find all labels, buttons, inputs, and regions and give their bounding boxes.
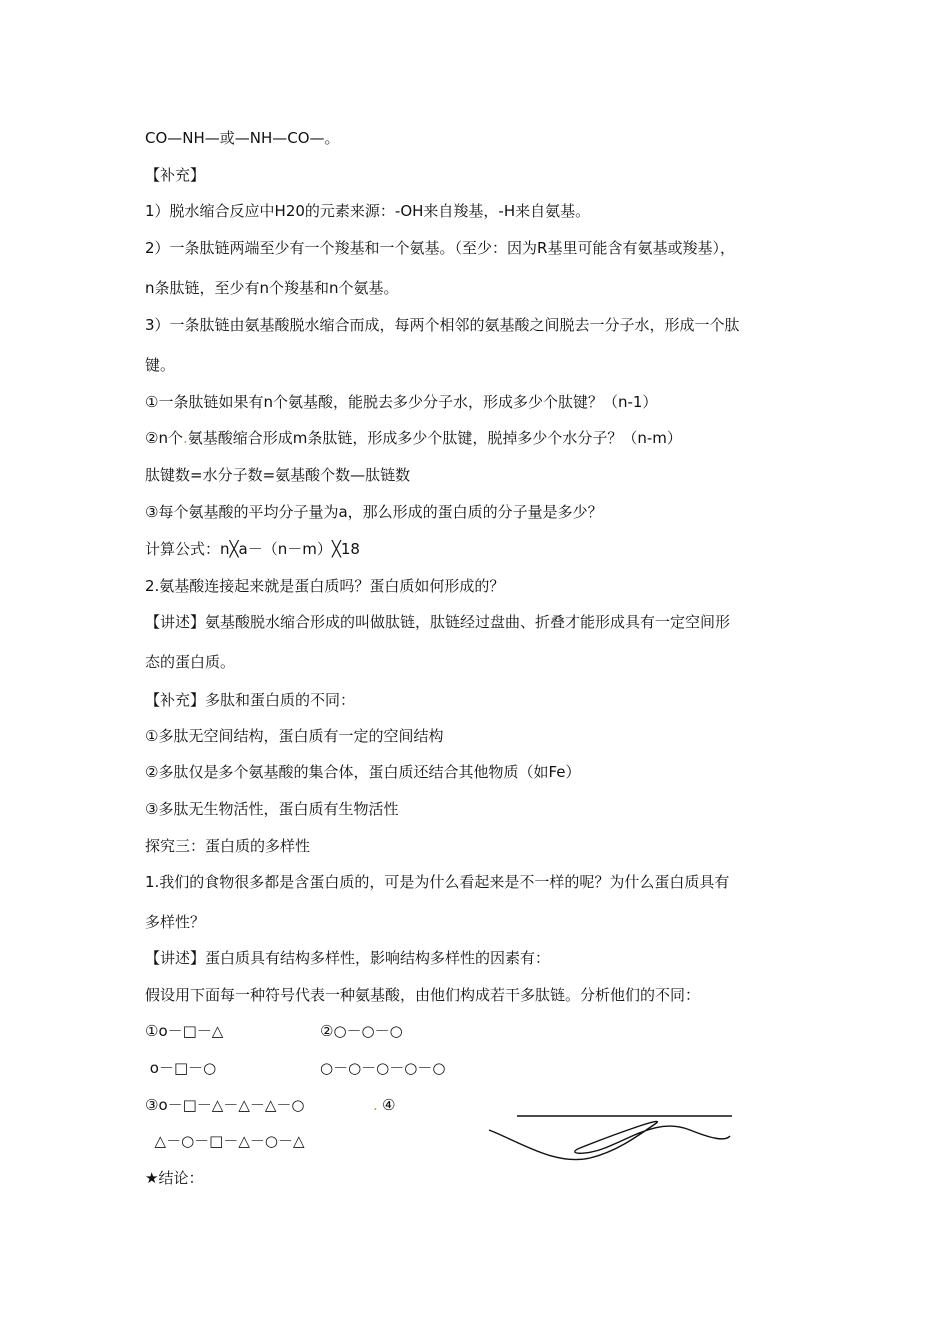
- text-line: ①一条肽链如果有n个氨基酸，能脱去多少分子水，形成多少个肽键？（n-1）: [145, 393, 658, 411]
- edit-mark: .: [182, 429, 188, 447]
- text-line: CO—NH—或—NH—CO—。: [145, 129, 340, 147]
- section-heading: 【补充】多肽和蛋白质的不同：: [145, 691, 356, 709]
- chain-example: ①o－□－△: [145, 1022, 224, 1040]
- text-line: ③每个氨基酸的平均分子量为a，那么形成的蛋白质的分子量是多少？: [145, 503, 603, 521]
- peptide-folding-figure: [485, 1108, 745, 1178]
- text-line: ③多肽无生物活性，蛋白质有生物活性: [145, 800, 399, 818]
- text-line: ①多肽无空间结构，蛋白质有一定的空间结构: [145, 727, 444, 745]
- section-heading: 探究三：蛋白质的多样性: [145, 837, 311, 855]
- section-heading: 【补充】: [145, 166, 206, 184]
- text-line: 2）一条肽链两端至少有一个羧基和一个氨基。（至少：因为R基里可能含有氨基或羧基），: [145, 239, 735, 257]
- text-line: 1）脱水缩合反应中H20的元素来源：-OH来自羧基，-H来自氨基。: [145, 202, 591, 220]
- chain-example: ④: [382, 1096, 396, 1114]
- text-line: [145, 428, 682, 448]
- text-fragment: 氨基酸缩合形成m条肽链，形成多少个肽键，脱掉多少个水分子？（n-m）: [187, 429, 682, 447]
- text-line: 3）一条肽链由氨基酸脱水缩合而成，每两个相邻的氨基酸之间脱去一分子水，形成一个肽: [145, 316, 740, 334]
- text-line: 【讲述】氨基酸脱水缩合形成的叫做肽链，肽链经过盘曲、折叠才能形成具有一定空间形: [145, 613, 731, 631]
- text-line: ②多肽仅是多个氨基酸的集合体，蛋白质还结合其他物质（如Fe）: [145, 763, 581, 781]
- chain-example: ③o－□－△－△－△－○: [145, 1096, 305, 1114]
- chain-example: ②○－○－○: [320, 1022, 403, 1040]
- question-line: 多样性？: [145, 913, 206, 931]
- chain-example: o－□－○: [145, 1059, 217, 1077]
- chain-example: ○－○－○－○－○: [320, 1059, 446, 1077]
- text-line: n条肽链，至少有n个羧基和n个氨基。: [145, 279, 399, 297]
- folded-chain-curve: [489, 1121, 730, 1159]
- text-line: 态的蛋白质。: [145, 653, 236, 671]
- question-line: 1.我们的食物很多都是含蛋白质的，可是为什么看起来是不一样的呢？为什么蛋白质具有: [145, 873, 730, 891]
- chain-example: △－○－□－△－○－△: [145, 1132, 305, 1150]
- formula-line: 计算公式：n╳a－（n－m）╳18: [145, 540, 360, 558]
- text-line: 【讲述】蛋白质具有结构多样性，影响结构多样性的因素有：: [145, 949, 551, 967]
- text-line: 肽键数=水分子数=氨基酸个数—肽链数: [145, 466, 411, 484]
- text-fragment: ②n个: [145, 429, 183, 447]
- conclusion-line: ★结论：: [145, 1169, 204, 1187]
- edit-mark: .: [373, 1096, 378, 1114]
- text-line: 假设用下面每一种符号代表一种氨基酸，由他们构成若干多肽链。分析他们的不同：: [145, 986, 701, 1004]
- text-line: 键。: [145, 356, 176, 374]
- question-line: 2.氨基酸连接起来就是蛋白质吗？蛋白质如何形成的？: [145, 577, 505, 595]
